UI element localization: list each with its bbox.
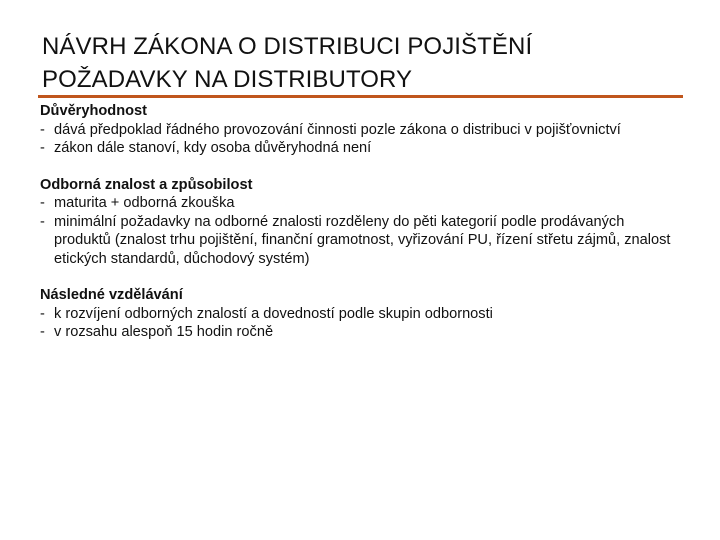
list-item-text: k rozvíjení odborných znalostí a dovedností podle skupin odbornosti xyxy=(54,305,493,322)
section-odborna-znalost xyxy=(40,176,672,269)
section-heading: Důvěryhodnost xyxy=(40,103,148,119)
list-item-text: minimální požadavky na odborné znalosti rozděleny do pěti kategorií podle prodávaných produktů (znalost trhu pojištění, finanční gramotnost, vyřizování PU, řízení střetu zájmů, znalost etických standardů, důchodový systém) xyxy=(54,213,671,267)
list-item xyxy=(40,139,672,158)
title-divider xyxy=(38,95,683,98)
list-item xyxy=(40,121,672,140)
list-item-text: v rozsahu alespoň 15 hodin ročně xyxy=(54,324,274,340)
section-nasledne-vzdelavani xyxy=(40,286,672,342)
list-item-text: dává předpoklad řádného provozování činnosti pozle zákona o distribuci v pojišťovnictví xyxy=(54,121,621,138)
list-item xyxy=(40,194,672,213)
list-item-text: maturita + odborná zkouška xyxy=(54,195,235,211)
dash-bullet: - xyxy=(40,140,45,156)
list-item xyxy=(40,213,672,269)
list-item xyxy=(40,305,672,324)
dash-bullet: - xyxy=(40,324,45,340)
title-line-1: NÁVRH ZÁKONA O DISTRIBUCI POJIŠTĚNÍ xyxy=(42,33,533,60)
page-title xyxy=(42,30,682,96)
title-line-2: POŽADAVKY NA DISTRIBUTORY xyxy=(42,66,413,93)
dash-bullet: - xyxy=(40,213,45,230)
dash-bullet: - xyxy=(40,121,45,138)
list-item xyxy=(40,323,672,342)
slide-body xyxy=(40,102,672,342)
list-item-text: zákon dále stanoví, kdy osoba důvěryhodná není xyxy=(54,140,372,156)
dash-bullet: - xyxy=(40,305,45,322)
dash-bullet: - xyxy=(40,195,45,211)
section-heading: Následné vzdělávání xyxy=(40,287,183,303)
section-heading: Odborná znalost a způsobilost xyxy=(40,176,253,193)
section-duveryhodnost xyxy=(40,102,672,158)
